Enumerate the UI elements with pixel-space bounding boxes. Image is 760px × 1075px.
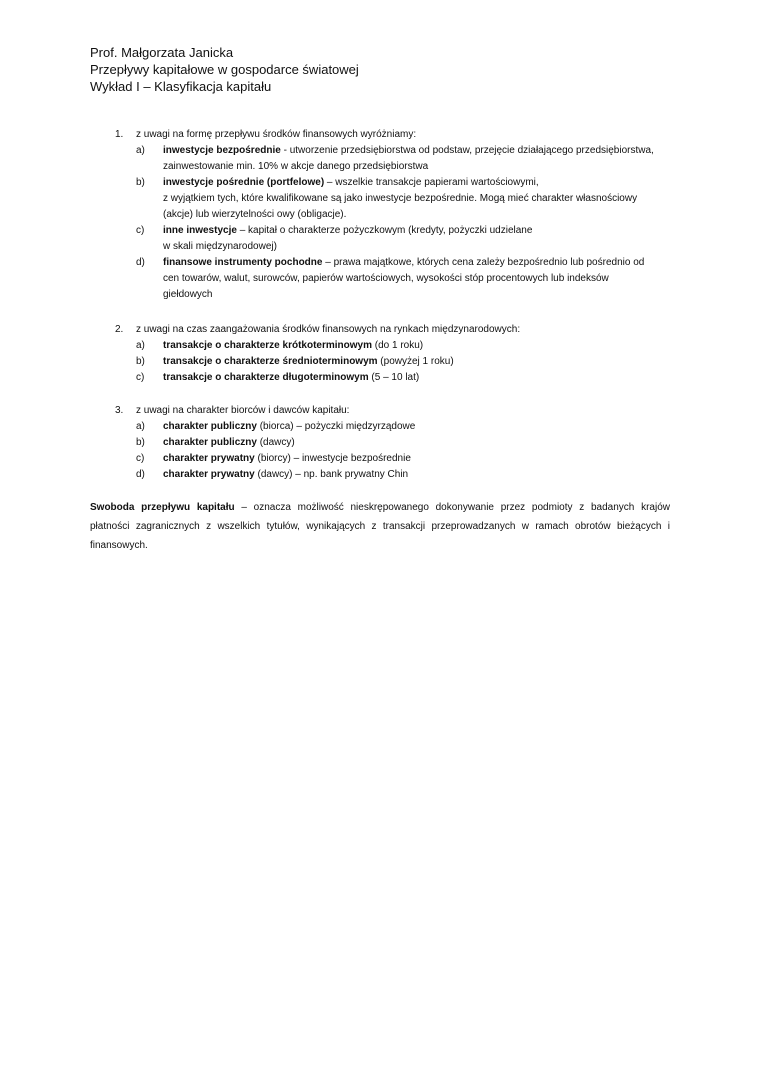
item-text-cont: cen towarów, walut, surowców, papierów wartościowych, wysokości stóp procentowych lub indeksów	[163, 273, 609, 284]
item-text: (5 – 10 lat)	[368, 372, 420, 383]
item-term: transakcje o charakterze średnioterminowym	[163, 356, 378, 367]
item-text-cont: (akcje) lub wierzytelności owy (obligacje).	[163, 209, 347, 220]
item-term: charakter publiczny	[163, 421, 257, 432]
item-letter: c)	[136, 225, 145, 236]
list-item	[90, 467, 670, 483]
list-item	[90, 435, 670, 451]
item-term: transakcje o charakterze długoterminowym	[163, 372, 369, 383]
section-heading	[90, 322, 670, 338]
list-item	[90, 255, 670, 303]
author-name: Prof. Małgorzata Janicka	[90, 45, 234, 60]
section-heading	[90, 127, 670, 143]
item-text: (do 1 roku)	[371, 340, 424, 351]
list-item	[90, 370, 670, 386]
section-3	[90, 403, 670, 483]
section-number: 2.	[115, 324, 124, 335]
lecture-title: Wykład I – Klasyfikacja kapitału	[90, 79, 272, 94]
item-text-cont: giełdowych	[163, 289, 213, 300]
list-item	[90, 143, 670, 175]
section-heading	[90, 403, 670, 419]
section-number: 1.	[115, 129, 124, 140]
list-item	[90, 354, 670, 370]
item-letter: c)	[136, 453, 145, 464]
section-number: 3.	[115, 405, 124, 416]
definition-text: – oznacza możliwość nieskrępowanego dokonywanie przez podmioty z badanych krajów	[234, 502, 670, 513]
item-text: – kapitał o charakterze pożyczkowym (kredyty, pożyczki udzielane	[236, 225, 533, 236]
item-letter: a)	[136, 340, 145, 351]
item-letter: d)	[136, 469, 145, 480]
item-text: – prawa majątkowe, których cena zależy bezpośrednio lub pośrednio od	[322, 257, 645, 268]
item-letter: c)	[136, 372, 145, 383]
section-1	[90, 127, 670, 303]
item-text: (powyżej 1 roku)	[377, 356, 454, 367]
item-text: – wszelkie transakcje papierami wartościowymi,	[324, 177, 539, 188]
list-item	[90, 338, 670, 354]
definition-term: Swoboda przepływu kapitału	[90, 502, 235, 513]
item-term: charakter prywatny	[163, 469, 255, 480]
item-text-cont: w skali międzynarodowej)	[163, 241, 277, 252]
item-term: finansowe instrumenty pochodne	[163, 257, 323, 268]
item-term: inwestycje bezpośrednie	[163, 145, 281, 156]
item-term: inne inwestycje	[163, 225, 237, 236]
item-text-cont: z wyjątkiem tych, które kwalifikowane są jako inwestycje bezpośrednie. Mogą mieć charakter własnościowy	[163, 193, 638, 204]
section-heading-text: z uwagi na czas zaangażowania środków finansowych na rynkach międzynarodowych:	[136, 324, 521, 335]
item-term: transakcje o charakterze krótkoterminowym	[163, 340, 372, 351]
item-text: (biorca) – pożyczki międzyrządowe	[256, 421, 416, 432]
item-text: (biorcy) – inwestycje bezpośrednie	[254, 453, 411, 464]
definition-text-cont: płatności zagranicznych z wszelkich tytułów, wynikających z transakcji przeprowadzanych w ramach obrotów bieżących i	[90, 521, 670, 532]
item-letter: b)	[136, 437, 145, 448]
section-heading-text: z uwagi na charakter biorców i dawców kapitału:	[136, 405, 350, 416]
item-letter: a)	[136, 421, 145, 432]
section-2	[90, 322, 670, 386]
section-heading-text: z uwagi na formę przepływu środków finansowych wyróżniamy:	[136, 129, 417, 140]
course-title: Przepływy kapitałowe w gospodarce światowej	[90, 62, 359, 77]
item-term: inwestycje pośrednie (portfelowe)	[163, 177, 325, 188]
list-item	[90, 451, 670, 467]
item-letter: b)	[136, 356, 145, 367]
item-letter: b)	[136, 177, 145, 188]
definition-text-end: finansowych.	[90, 540, 148, 551]
list-item	[90, 175, 670, 223]
item-text: (dawcy)	[256, 437, 295, 448]
list-item	[90, 223, 670, 255]
item-text: - utworzenie przedsiębiorstwa od podstaw, przejęcie działającego przedsiębiorstwa,	[280, 145, 654, 156]
item-text-cont: zainwestowanie min. 10% w akcje danego przedsiębiorstwa	[163, 161, 429, 172]
item-term: charakter prywatny	[163, 453, 255, 464]
list-item	[90, 419, 670, 435]
item-text: (dawcy) – np. bank prywatny Chin	[254, 469, 409, 480]
item-letter: a)	[136, 145, 145, 156]
document-header	[90, 44, 690, 95]
item-term: charakter publiczny	[163, 437, 257, 448]
item-letter: d)	[136, 257, 145, 268]
definition-paragraph	[90, 498, 670, 555]
